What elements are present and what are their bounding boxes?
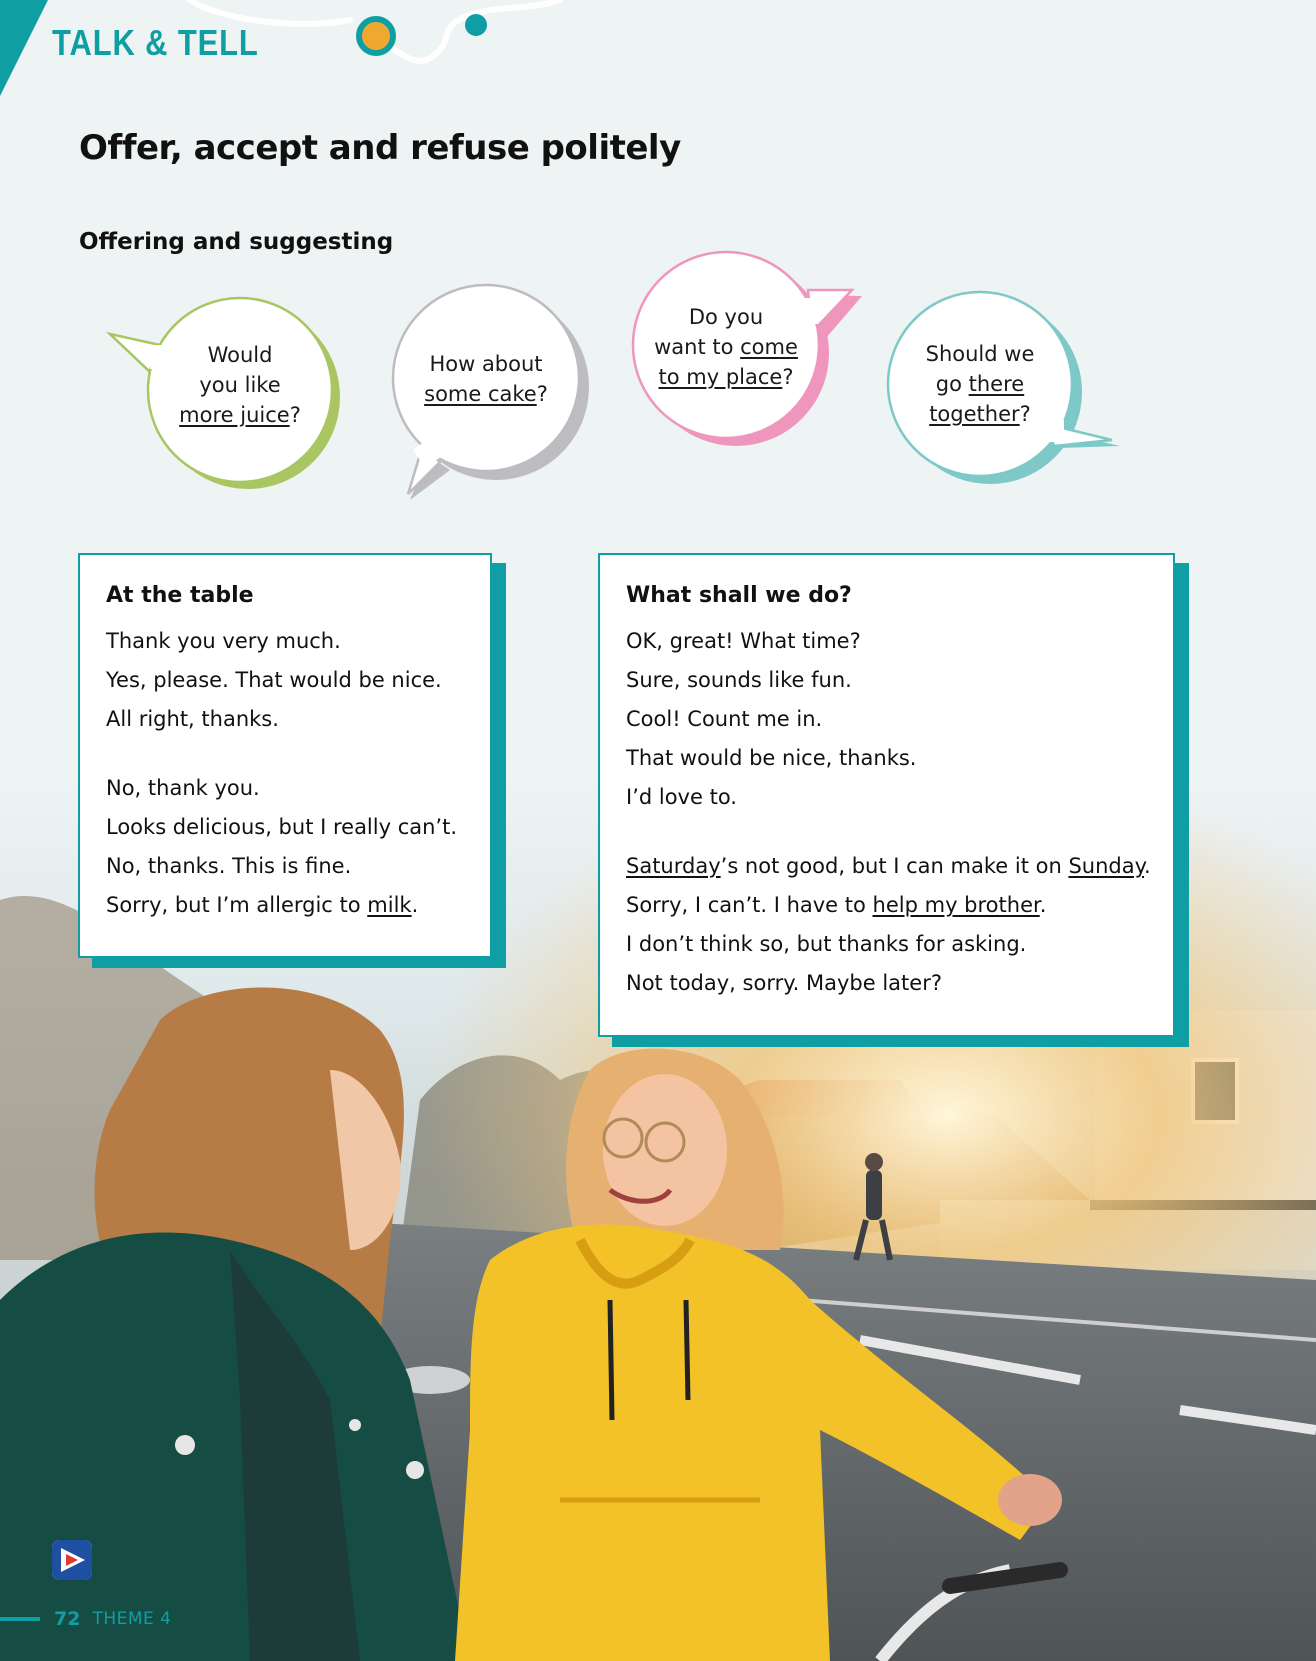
box-title: What shall we do? <box>626 583 852 608</box>
box-title: At the table <box>106 583 254 608</box>
box-at-the-table <box>78 553 492 958</box>
section-tag: TALK & TELL <box>52 22 259 63</box>
page-title: Offer, accept and refuse politely <box>79 128 681 168</box>
phrase: Sorry, but I’m allergic to milk. <box>106 893 419 917</box>
phrase: Saturday’s not good, but I can make it on Sunday. <box>626 854 1151 878</box>
subheading: Offering and suggesting <box>79 229 394 255</box>
page-footer <box>0 1608 172 1630</box>
phrase: Sure, sounds like fun. <box>626 668 852 692</box>
phrase: Cool! Count me in. <box>626 707 823 731</box>
bubble-place-text: Do you want to come to my place? <box>654 305 798 389</box>
phrase: OK, great! What time? <box>626 629 861 653</box>
theme-label: THEME 4 <box>92 1609 172 1629</box>
phrase: I’d love to. <box>626 785 737 809</box>
box-what-shall-we-do <box>598 553 1175 1037</box>
phrase: Yes, please. That would be nice. <box>106 668 442 692</box>
page-number: 72 <box>54 1608 81 1630</box>
phrase: No, thank you. <box>106 776 260 800</box>
phrase: That would be nice, thanks. <box>626 746 917 770</box>
bubble-juice-text: Would you like more juice? <box>179 343 301 427</box>
phrase: Looks delicious, but I really can’t. <box>106 815 458 839</box>
bubble-cake-text: How about some cake? <box>424 352 548 406</box>
phrase: All right, thanks. <box>106 707 279 731</box>
speech-bubbles <box>0 0 1316 520</box>
phrase: No, thanks. This is fine. <box>106 854 352 878</box>
phrase: Sorry, I can’t. I have to help my brother. <box>626 893 1047 917</box>
phrase: I don’t think so, but thanks for asking. <box>626 932 1027 956</box>
publisher-logo-icon <box>52 1540 92 1580</box>
bubble-together-text: Should we go there together? <box>925 342 1035 426</box>
phrase: Thank you very much. <box>106 629 341 653</box>
phrase: Not today, sorry. Maybe later? <box>626 971 942 995</box>
footer-bar <box>0 1617 40 1621</box>
